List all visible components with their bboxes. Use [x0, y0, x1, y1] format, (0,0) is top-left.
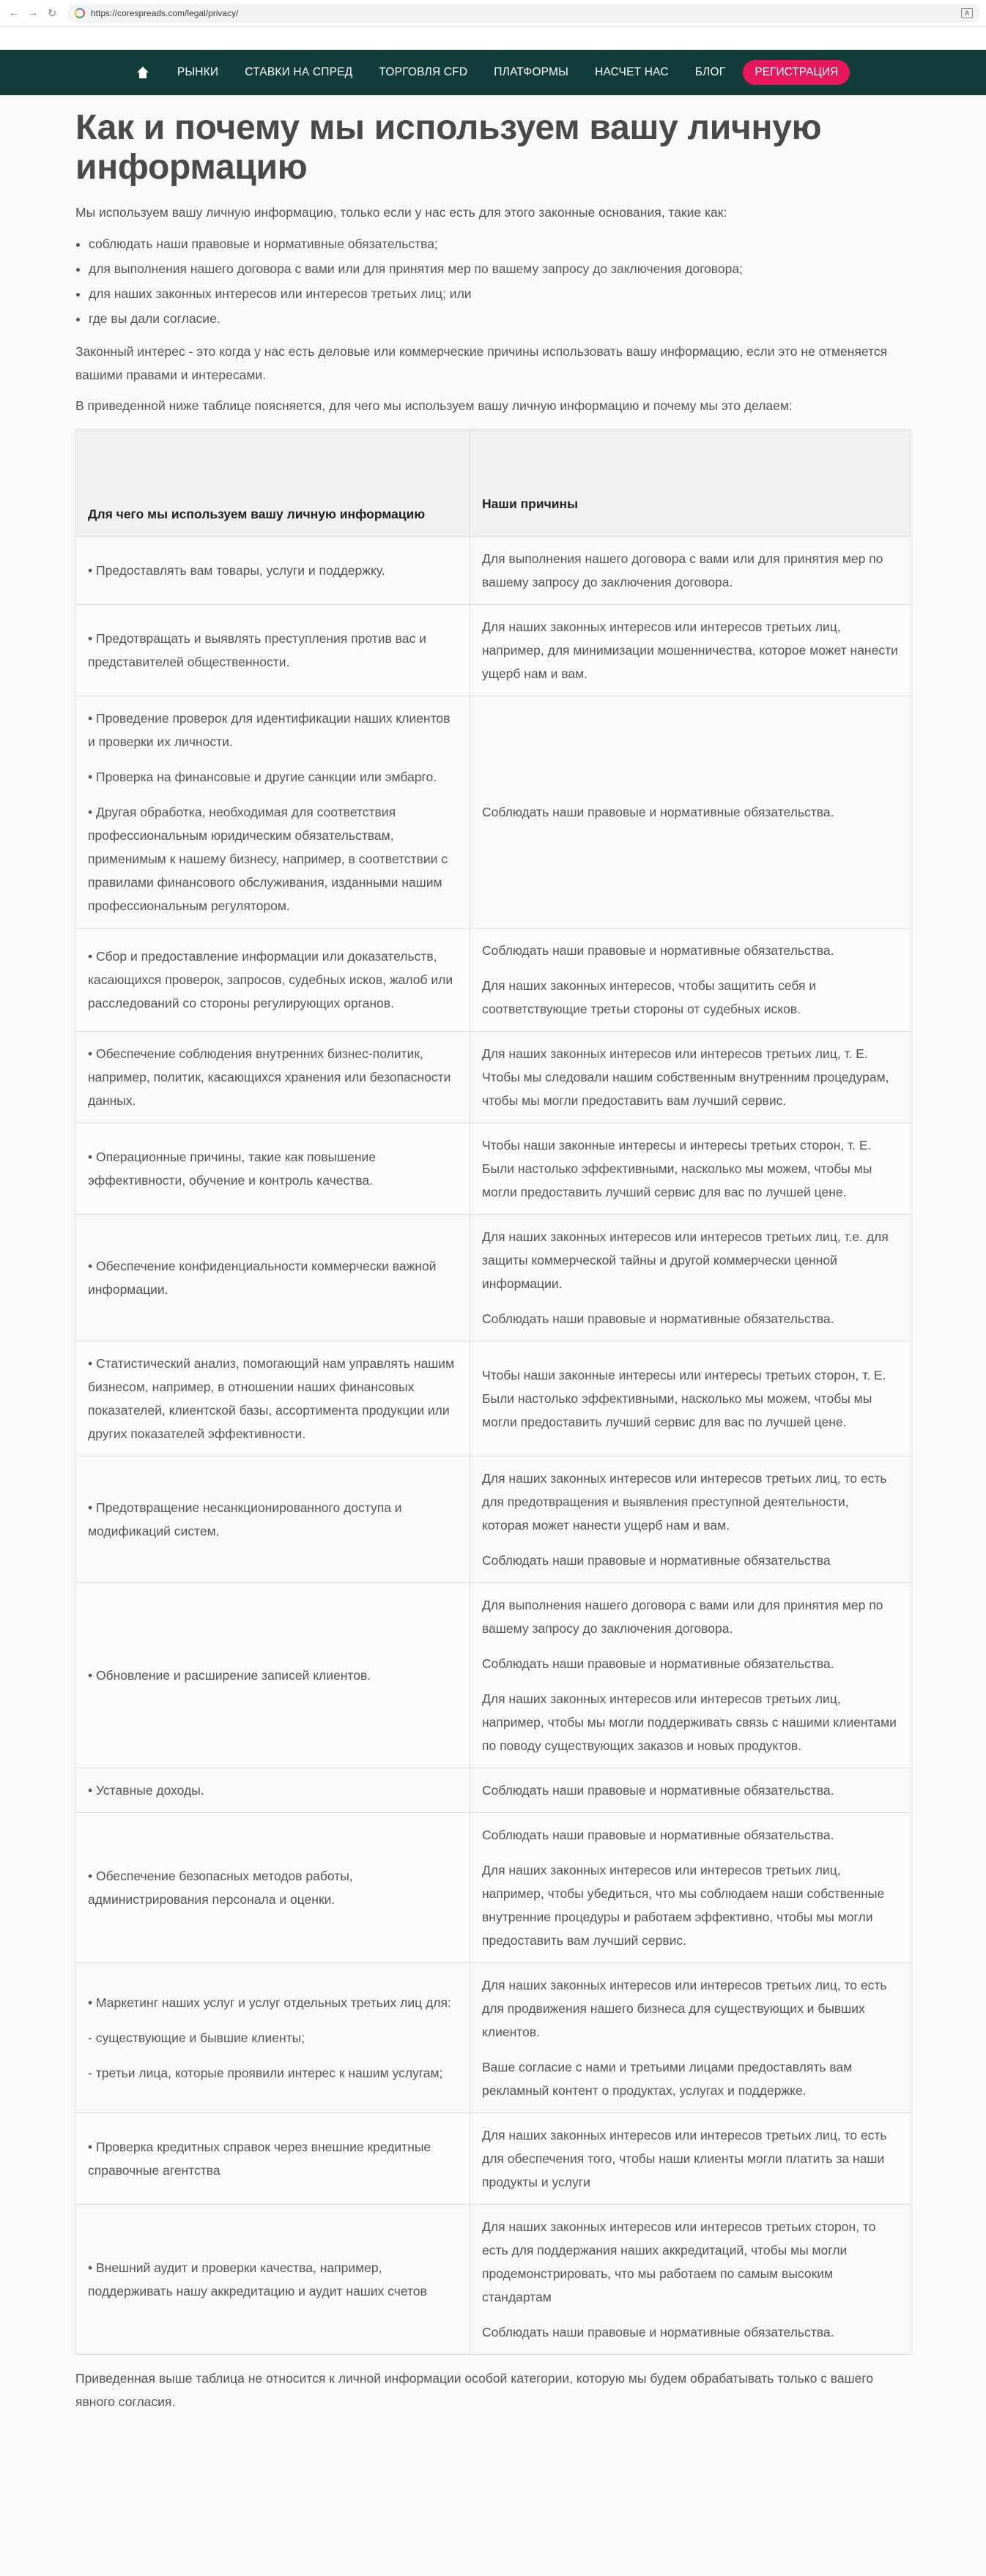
reason-text: Для выполнения нашего договора с вами или для принятия мер по вашему запросу до заключения договора.	[482, 551, 883, 589]
header-purpose: Для чего мы используем вашу личную информацию	[76, 430, 470, 537]
reason-text: Соблюдать наши правовые и нормативные обязательства.	[482, 1311, 834, 1326]
table-intro-text: В приведенной ниже таблице поясняется, для чего мы используем вашу личную информацию и почему мы это делаем:	[75, 398, 793, 413]
purpose-text: • Обновление и расширение записей клиентов.	[88, 1668, 371, 1683]
main-content	[75, 95, 911, 2421]
purpose-cell	[76, 605, 470, 696]
reason-cell	[470, 1583, 911, 1768]
nav-blog[interactable]: БЛОГ	[694, 66, 726, 78]
table-row	[76, 1813, 911, 1963]
purposes-table	[75, 429, 911, 2355]
purpose-text: • Другая обработка, необходимая для соответствия профессиональным юридическим обязательствам, применимым к нашему бизнесу, например, в соответствии с правилами финансового обслуживания, изданными нашим профессиональным регулятором.	[88, 805, 448, 913]
reason-text: Для наших законных интересов или интересов третьих лиц, например, чтобы мы могли поддерживать связь с нашими клиентами по поводу существующих заказов и новых продуктов.	[482, 1691, 897, 1753]
nav-platforms[interactable]: ПЛАТФОРМЫ	[494, 66, 569, 78]
reason-text: Соблюдать наши правовые и нормативные обязательства.	[482, 1783, 834, 1798]
legal-bases-list	[75, 231, 911, 331]
purpose-text: • Маркетинг наших услуг и услуг отдельных третьих лиц для:	[88, 1995, 451, 2010]
table-row	[76, 537, 911, 605]
purpose-text: • Проведение проверок для идентификации наших клиентов и проверки их личности.	[88, 711, 451, 749]
nav-markets[interactable]: РЫНКИ	[177, 66, 219, 78]
nav-cfd-trading[interactable]: ТОРГОВЛЯ CFD	[379, 66, 468, 78]
reason-cell	[470, 537, 911, 605]
purpose-cell	[76, 2205, 470, 2355]
reason-text: Соблюдать наши правовые и нормативные обязательства.	[482, 2325, 834, 2339]
address-bar[interactable]	[67, 4, 980, 23]
reason-text: Для наших законных интересов или интересов третьих лиц, то есть для продвижения нашего бизнеса для существующих и бывших клиентов.	[482, 1978, 887, 2039]
reason-cell	[470, 1963, 911, 2113]
table-row	[76, 696, 911, 928]
footer-note: Приведенная выше таблица не относится к личной информации особой категории, которую мы будем обрабатывать только с вашего явного согласия.	[75, 2371, 874, 2409]
table-body	[76, 537, 911, 2355]
reason-cell	[470, 1341, 911, 1456]
legitimate-interest-text: Законный интерес - это когда у нас есть деловые или коммерческие причины использовать вашу информацию, если это не отменяется вашими правами и интересами.	[75, 344, 888, 382]
home-icon	[136, 67, 149, 78]
purpose-text: • Предотвращать и выявлять преступления против вас и представителей общественности.	[88, 631, 426, 669]
back-icon[interactable]: ←	[8, 7, 20, 19]
reason-cell	[470, 696, 911, 928]
table-row	[76, 1215, 911, 1341]
purpose-cell	[76, 1768, 470, 1813]
reason-text: Соблюдать наши правовые и нормативные обязательства.	[482, 943, 834, 958]
reason-text: Для наших законных интересов или интересов третьих лиц, то есть для обеспечения того, чтобы наши клиенты могли платить за наши продукты и услуги	[482, 2128, 887, 2189]
purpose-cell	[76, 928, 470, 1032]
reason-text: Чтобы наши законные интересы и интересы третьих сторон, т. Е. Были настолько эффективными, насколько мы можем, чтобы мы могли предоставить лучший сервис для вас по лучшей цене.	[482, 1138, 872, 1199]
list-item: • где вы дали согласие.	[89, 306, 911, 331]
register-button[interactable]: РЕГИСТРАЦИЯ	[743, 60, 850, 85]
purpose-text: • Проверка на финансовые и другие санкции или эмбарго.	[88, 770, 437, 784]
table-row	[76, 1341, 911, 1456]
purpose-cell	[76, 1032, 470, 1123]
reason-cell	[470, 1768, 911, 1813]
purpose-cell	[76, 1215, 470, 1341]
table-row	[76, 1963, 911, 2113]
purpose-text: • Сбор и предоставление информации или доказательств, касающихся проверок, запросов, судебных исков, жалоб или расследований со стороны регулирующих органов.	[88, 949, 453, 1010]
purpose-cell	[76, 1583, 470, 1768]
forward-icon[interactable]: →	[27, 7, 39, 19]
reason-cell	[470, 928, 911, 1032]
purpose-cell	[76, 2113, 470, 2205]
table-row	[76, 1456, 911, 1583]
reason-text: Для наших законных интересов или интересов третьих лиц, то есть для предотвращения и выявления преступной деятельности, которая может нанести ущерб нам и вам.	[482, 1471, 887, 1533]
google-icon	[75, 8, 85, 18]
page-title: Как и почему мы используем вашу личную информацию	[75, 108, 822, 187]
reason-cell	[470, 1123, 911, 1215]
browser-toolbar	[0, 0, 986, 26]
site-nav	[0, 50, 986, 95]
purpose-text: • Обеспечение соблюдения внутренних бизнес-политик, например, политик, касающихся хранения или безопасности данных.	[88, 1046, 451, 1108]
reason-text: Для наших законных интересов или интересов третьих лиц, т. Е. Чтобы мы следовали нашим собственным внутренним процедурам, чтобы мы могли предоставить вам лучший сервис.	[482, 1046, 889, 1108]
table-row	[76, 2113, 911, 2205]
reason-cell	[470, 605, 911, 696]
nav-about[interactable]: НАСЧЕТ НАС	[595, 66, 669, 78]
purpose-text: • Предотвращение несанкционированного доступа и модификаций систем.	[88, 1500, 402, 1538]
table-header-row	[76, 430, 911, 537]
reason-text: Для наших законных интересов или интересов третьих лиц, например, чтобы убедиться, что мы соблюдаем наши собственные внутренние процедуры и работаем эффективно, чтобы мы могли предоставить вам лучший сервис.	[482, 1863, 885, 1948]
table-row	[76, 1768, 911, 1813]
purpose-cell	[76, 696, 470, 928]
list-item: • для выполнения нашего договора с вами или для принятия мер по вашему запросу до заключения договора;	[89, 256, 911, 281]
reason-text: Для наших законных интересов, чтобы защитить себя и соответствующие третьи стороны от судебных исков.	[482, 978, 817, 1016]
purpose-text: • Операционные причины, такие как повышение эффективности, обучение и контроль качества.	[88, 1150, 377, 1188]
reason-text: Соблюдать наши правовые и нормативные обязательства	[482, 1553, 831, 1568]
reload-icon[interactable]: ↻	[47, 7, 57, 20]
reason-text: Соблюдать наши правовые и нормативные обязательства.	[482, 1828, 834, 1842]
purpose-cell	[76, 537, 470, 605]
purpose-text: • Обеспечение безопасных методов работы, администрирования персонала и оценки.	[88, 1869, 353, 1907]
purpose-text: • Обеспечение конфиденциальности коммерчески важной информации.	[88, 1259, 437, 1297]
list-item: • для наших законных интересов или интересов третьих лиц; или	[89, 281, 911, 306]
reason-cell	[470, 1813, 911, 1963]
table-row	[76, 928, 911, 1032]
reason-cell	[470, 1456, 911, 1583]
reason-text: Для наших законных интересов или интересов третьих лиц, например, для минимизации мошенничества, которое может нанести ущерб нам и вам.	[482, 619, 898, 681]
list-item: • соблюдать наши правовые и нормативные обязательства;	[89, 231, 911, 256]
purpose-text: • Статистический анализ, помогающий нам управлять нашим бизнесом, например, в отношении наших финансовых показателей, клиентской базы, ассортимента продукции или других показателей эффективности.	[88, 1356, 455, 1441]
reason-cell	[470, 1215, 911, 1341]
reason-cell	[470, 2205, 911, 2355]
purpose-text: - существующие и бывшие клиенты;	[88, 2030, 305, 2045]
table-row	[76, 1583, 911, 1768]
translate-icon[interactable]: A	[961, 8, 973, 18]
reason-cell	[470, 1032, 911, 1123]
purpose-text: - третьи лица, которые проявили интерес к нашим услугам;	[88, 2066, 443, 2080]
purpose-cell	[76, 1341, 470, 1456]
table-row	[76, 605, 911, 696]
reason-text: Для выполнения нашего договора с вами или для принятия мер по вашему запросу до заключения договора.	[482, 1598, 883, 1636]
page-top-spacer	[0, 26, 986, 50]
nav-spread-betting[interactable]: СТАВКИ НА СПРЕД	[245, 66, 353, 78]
purpose-text: • Проверка кредитных справок через внешние кредитные справочные агентства	[88, 2140, 431, 2178]
table-row	[76, 2205, 911, 2355]
purpose-cell	[76, 1963, 470, 2113]
table-row	[76, 1032, 911, 1123]
reason-text: Соблюдать наши правовые и нормативные обязательства.	[482, 805, 834, 819]
reason-cell	[470, 2113, 911, 2205]
reason-text: Ваше согласие с нами и третьими лицами предоставлять вам рекламный контент о продуктах, услугах и поддержке.	[482, 2060, 853, 2098]
purpose-text: • Уставные доходы.	[88, 1783, 204, 1798]
reason-text: Для наших законных интересов или интересов третьих сторон, то есть для поддержания наших аккредитаций, чтобы мы могли продемонстрировать, что мы работаем по самым высоким стандартам	[482, 2219, 876, 2304]
purpose-text: • Внешний аудит и проверки качества, например, поддерживать нашу аккредитацию и аудит наших счетов	[88, 2260, 427, 2298]
reason-text: Соблюдать наши правовые и нормативные обязательства.	[482, 1656, 834, 1671]
reason-text: Чтобы наши законные интересы или интересы третьих сторон, т. Е. Были настолько эффективными, насколько мы можем, чтобы мы могли предоставить лучший сервис для вас по лучшей цене.	[482, 1368, 886, 1429]
table-row	[76, 1123, 911, 1215]
purpose-text: • Предоставлять вам товары, услуги и поддержку.	[88, 563, 385, 578]
header-reasons: Наши причины	[470, 430, 911, 537]
intro-text: Мы используем вашу личную информацию, только если у нас есть для этого законные основания, такие как:	[75, 205, 727, 220]
purpose-cell	[76, 1123, 470, 1215]
purpose-cell	[76, 1813, 470, 1963]
home-link[interactable]	[136, 67, 164, 78]
reason-text: Для наших законных интересов или интересов третьих лиц, т.е. для защиты коммерческой тайны и другой коммерчески ценной информации.	[482, 1229, 889, 1291]
purpose-cell	[76, 1456, 470, 1583]
url-text[interactable]: https://corespreads.com/legal/privacy/	[91, 7, 239, 18]
